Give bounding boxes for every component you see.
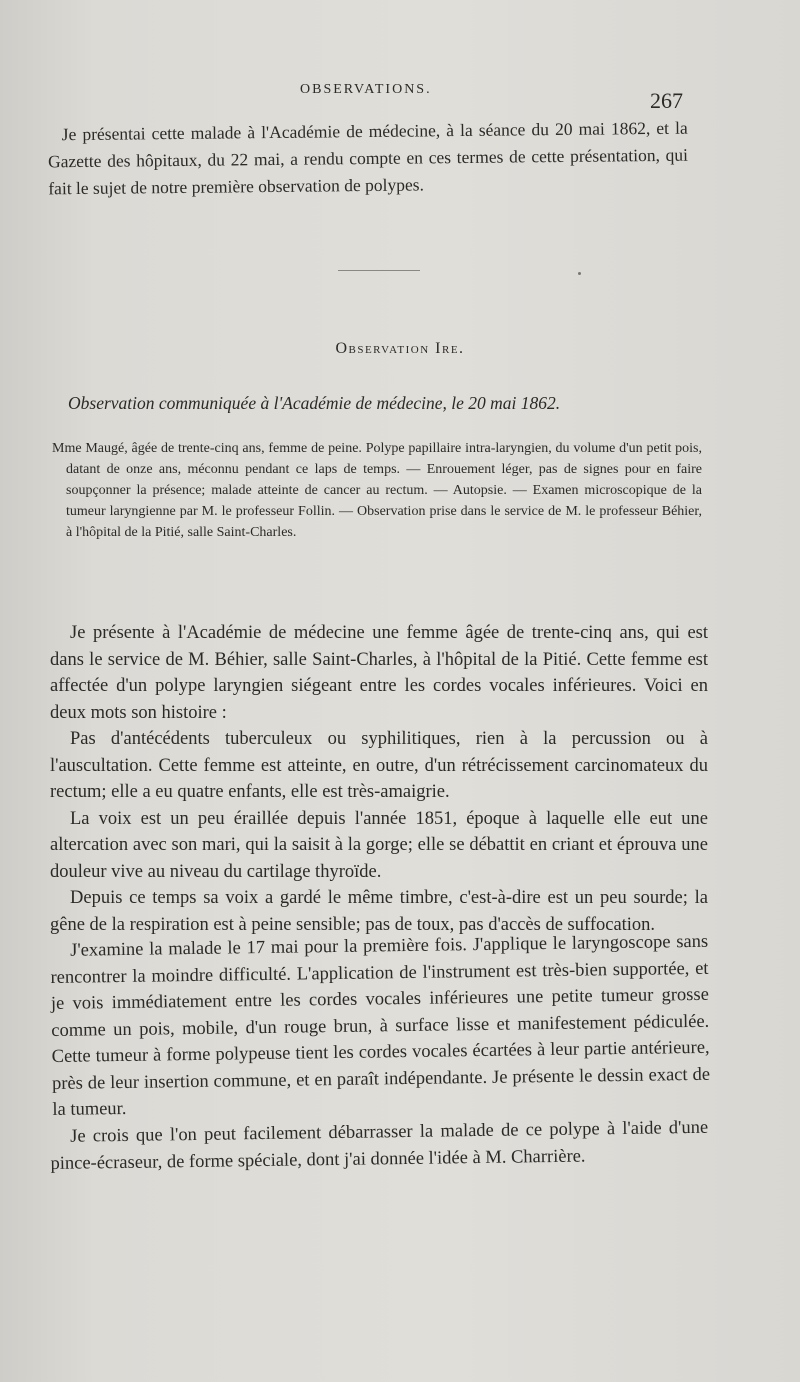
body-paragraph: J'examine la malade le 17 mai pour la première fois. J'applique le laryngoscope sans rencontrer la moindre difficulté. L'application de l'instrument est très-bien supportée, et je vois immédiatement entre les cordes vocales inférieures une petite tumeur grosse comme un pois, mobile, d'un rouge brun, à surface lisse et manifestement pédiculée. Cette tumeur à forme polypeuse tient les cordes vocales écartées à leur partie antérieure, près de leur insertion commune, et en paraît indépendante. Je présente le dessin exact de la tumeur. <box>50 931 711 1120</box>
body-paragraph: Pas d'antécédents tuberculeux ou syphilitiques, rien à la percussion ou à l'auscultation. Cette femme est atteinte, en outre, d'un rétrécissement carcinomateux du rectum; elle a eu quatre enfants, elle est très-amaigrie. <box>50 729 708 802</box>
intro-paragraph: Je présentai cette malade à l'Académie de médecine, à la séance du 20 mai 1862, et la Gazette des hôpitaux, du 22 mai, a rendu compte en ces termes de cette présentation, qui fait le sujet de notre première observation de polypes. <box>47 117 689 199</box>
observation-heading: Observation Ire. <box>335 340 465 357</box>
body-paragraph: La voix est un peu éraillée depuis l'année 1851, époque à laquelle elle eut une altercation avec son mari, qui la saisit à la gorge; elle se débattit en criant et éprouva une douleur vive au niveau du cartilage thyroïde. <box>50 808 708 882</box>
ink-speck <box>578 272 581 275</box>
running-head: OBSERVATIONS. <box>300 82 432 97</box>
summary-text: Mme Maugé, âgée de trente-cinq ans, femme de peine. Polype papillaire intra-laryngien, du volume d'un petit pois, datant de onze ans, méconnu pendant ce laps de temps. — Enrouement léger, pas de signes pour en faire soupçonner la présence; malade atteinte de cancer au rectum. — Autopsie. — Examen microscopique de la tumeur laryngienne par M. le professeur Follin. — Observation prise dans le service de M. le professeur Béhier, à l'hôpital de la Pitié, salle Saint-Charles. <box>52 441 702 540</box>
page-number: 267 <box>650 88 683 113</box>
body-paragraph: Depuis ce temps sa voix a gardé le même timbre, c'est-à-dire est un peu sourde; la gêne de la respiration est à peine sensible; pas de toux, pas d'accès de suffocation. <box>50 888 708 935</box>
section-divider <box>338 270 420 271</box>
observation-subtitle: Observation communiquée à l'Académie de médecine, le 20 mai 1862. <box>68 393 561 413</box>
intro-section <box>48 115 689 203</box>
body-paragraph: Je crois que l'on peut facilement débarrasser la malade de ce polype à l'aide d'une pince-écraseur, de forme spéciale, dont j'ai donnée l'idée à M. Charrière. <box>50 1117 709 1173</box>
body-paragraph: Je présente à l'Académie de médecine une femme âgée de trente-cinq ans, qui est dans le service de M. Béhier, salle Saint-Charles, à l'hôpital de la Pitié. Cette femme est affectée d'un polype laryngien siégeant entre les cordes vocales inférieures. Voici en deux mots son histoire : <box>50 623 708 723</box>
observation-body <box>50 620 711 1177</box>
observation-summary <box>52 438 702 543</box>
